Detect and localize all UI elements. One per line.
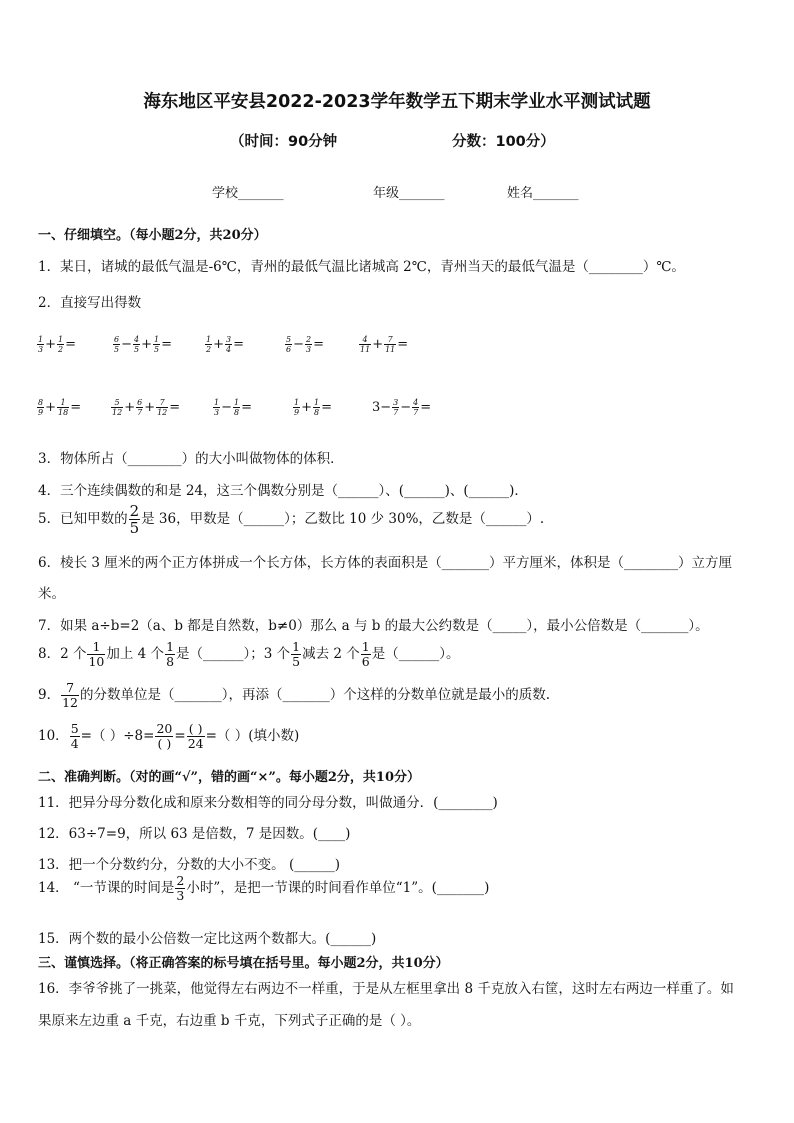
section-1-heading: 一、仔细填空。（每小题2分，共20分）: [38, 228, 267, 243]
section-3-heading: 三、谨慎选择。（将正确答案的标号填在括号里。每小题2分，共10分）: [38, 956, 449, 971]
mental-math-4: $\frac{5}{6}$ − $\frac{2}{3}$ =: [286, 335, 324, 354]
mental-math-5: $\frac{4}{11}$ + $\frac{7}{11}$ =: [360, 335, 409, 354]
fraction: $\frac{1}{18}$: [58, 398, 69, 417]
fraction: $\frac{4}{7}$: [413, 398, 419, 417]
question-11: 11．把异分母分数化成和原来分数相等的同分母分数，叫做通分．(________): [38, 795, 498, 811]
question-15: 15．两个数的最小公倍数一定比这两个数都大。(______): [38, 931, 377, 947]
question-4: 4．三个连续偶数的和是 24，这三个偶数分别是（______）、(______)、(______)．: [38, 483, 528, 499]
school-field[interactable]: 学校_______: [212, 186, 284, 201]
fraction: $\frac{1}{5}$: [154, 335, 160, 354]
fraction: $\frac{2}{3}$: [176, 873, 185, 903]
question-6-line-2: 米。: [38, 586, 65, 602]
mental-math-1: $\frac{1}{3}$ + $\frac{1}{2}$ =: [38, 335, 76, 354]
question-12: 12．63÷7=9，所以 63 是倍数，7 是因数。(____): [38, 826, 351, 842]
fraction: $\frac{3}{4}$: [226, 335, 232, 354]
fraction: $\frac{1}{8}$: [234, 398, 240, 417]
fraction: $\frac{5}{6}$: [286, 335, 292, 354]
mental-math-2: $\frac{6}{5}$ − $\frac{4}{5}$ + $\frac{1}{5}$ =: [114, 335, 172, 354]
question-10: 10． $\frac{5}{4}$ =（ ）÷8= 20 ( ) = ( ) 24 =（ ）(填小数): [38, 721, 300, 751]
fraction: ( ) 24: [187, 721, 204, 751]
mental-math-10: 3− $\frac{3}{7}$ − $\frac{4}{7}$ =: [372, 398, 432, 417]
fraction: $\frac{1}{6}$: [361, 639, 370, 669]
mental-math-9: $\frac{1}{9}$ + $\frac{1}{8}$ =: [294, 398, 332, 417]
question-5: 5．已知甲数的 $\frac{2}{5}$ 是 36，甲数是（______）；乙数比 10 少 30%，乙数是（______）.: [38, 502, 545, 537]
question-7: 7．如果 a÷b=2（a、b 都是自然数，b≠0）那么 a 与 b 的最大公约数是（_____），最小公倍数是（_______）。: [38, 618, 709, 634]
exam-time: （时间：90分钟: [230, 134, 338, 150]
question-9: 9． $\frac{7}{12}$ 的分数单位是（_______），再添（_______）个这样的分数单位就是最小的质数.: [38, 680, 551, 710]
fraction: $\frac{1}{10}$: [88, 639, 105, 669]
fraction: $\frac{3}{7}$: [393, 398, 399, 417]
fraction: $\frac{1}{3}$: [38, 335, 44, 354]
fraction: $\frac{5}{12}$: [112, 398, 123, 417]
fraction: $\frac{1}{8}$: [314, 398, 320, 417]
fraction: $\frac{5}{4}$: [70, 721, 79, 751]
fraction: $\frac{7}{12}$: [157, 398, 168, 417]
fraction: $\frac{7}{11}$: [385, 335, 396, 354]
mental-math-3: $\frac{1}{2}$ + $\frac{3}{4}$ =: [206, 335, 244, 354]
fraction: $\frac{4}{5}$: [134, 335, 140, 354]
mental-math-8: $\frac{1}{3}$ − $\frac{1}{8}$ =: [214, 398, 252, 417]
fraction: $\frac{7}{12}$: [62, 680, 78, 710]
fraction: $\frac{2}{3}$: [306, 335, 312, 354]
question-2: 2．直接写出得数: [38, 295, 142, 311]
fraction: $\frac{1}{2}$: [206, 335, 212, 354]
exam-score: 分数：100分）: [452, 134, 555, 150]
name-field[interactable]: 姓名_______: [507, 186, 579, 201]
question-14: 14． “一节课的时间是 $\frac{2}{3}$ 小时”，是把一节课的时间看作单位“1”。(_______): [38, 873, 490, 903]
mental-math-6: $\frac{8}{9}$ + $\frac{1}{18}$ =: [38, 398, 82, 417]
fraction: $\frac{8}{9}$: [38, 398, 44, 417]
fraction: $\frac{1}{3}$: [214, 398, 220, 417]
fraction: $\frac{1}{8}$: [166, 639, 175, 669]
question-13: 13．把一个分数约分，分数的大小不变。 (______): [38, 857, 341, 873]
question-16-line-1: 16．李爷爷挑了一挑菜，他觉得左右两边不一样重，于是从左框里拿出 8 千克放入右筐，这时左右两边一样重了。如: [38, 981, 734, 997]
section-2-heading: 二、准确判断。（对的画“√”，错的画“×”。每小题2分，共10分）: [38, 770, 420, 785]
mental-math-7: $\frac{5}{12}$ + $\frac{6}{7}$ + $\frac{7}{12}$ =: [112, 398, 181, 417]
question-8: 8．2 个 $\frac{1}{10}$ 加上 4 个 $\frac{1}{8}$ 是（______）；3 个 $\frac{1}{5}$ 减去 2 个 $\frac{1}{6}$ 是（______）。: [38, 639, 460, 669]
fraction: 20 ( ): [156, 721, 173, 751]
question-16-line-2: 果原来左边重 a 千克，右边重 b 千克，下列式子正确的是（ ）。: [38, 1013, 421, 1029]
fraction: $\frac{4}{11}$: [360, 335, 371, 354]
fraction: $\frac{6}{5}$: [114, 335, 120, 354]
fraction: $\frac{6}{7}$: [137, 398, 143, 417]
grade-field[interactable]: 年级_______: [373, 186, 445, 201]
fraction: $\frac{1}{9}$: [294, 398, 300, 417]
question-3: 3．物体所占（________）的大小叫做物体的体积．: [38, 451, 344, 467]
fraction: $\frac{1}{2}$: [58, 335, 64, 354]
fraction: $\frac{2}{5}$: [129, 502, 140, 537]
question-1: 1．某日，诸城的最低气温是-6℃，青州的最低气温比诸城高 2℃，青州当天的最低气温是（________）℃。: [38, 259, 685, 275]
question-6-line-1: 6．棱长 3 厘米的两个正方体拼成一个长方体，长方体的表面积是（_______）平方厘米，体积是（________）立方厘: [38, 555, 733, 571]
fraction: $\frac{1}{5}$: [292, 639, 301, 669]
page-title: 海东地区平安县2022-2023学年数学五下期末学业水平测试试题: [143, 92, 651, 112]
